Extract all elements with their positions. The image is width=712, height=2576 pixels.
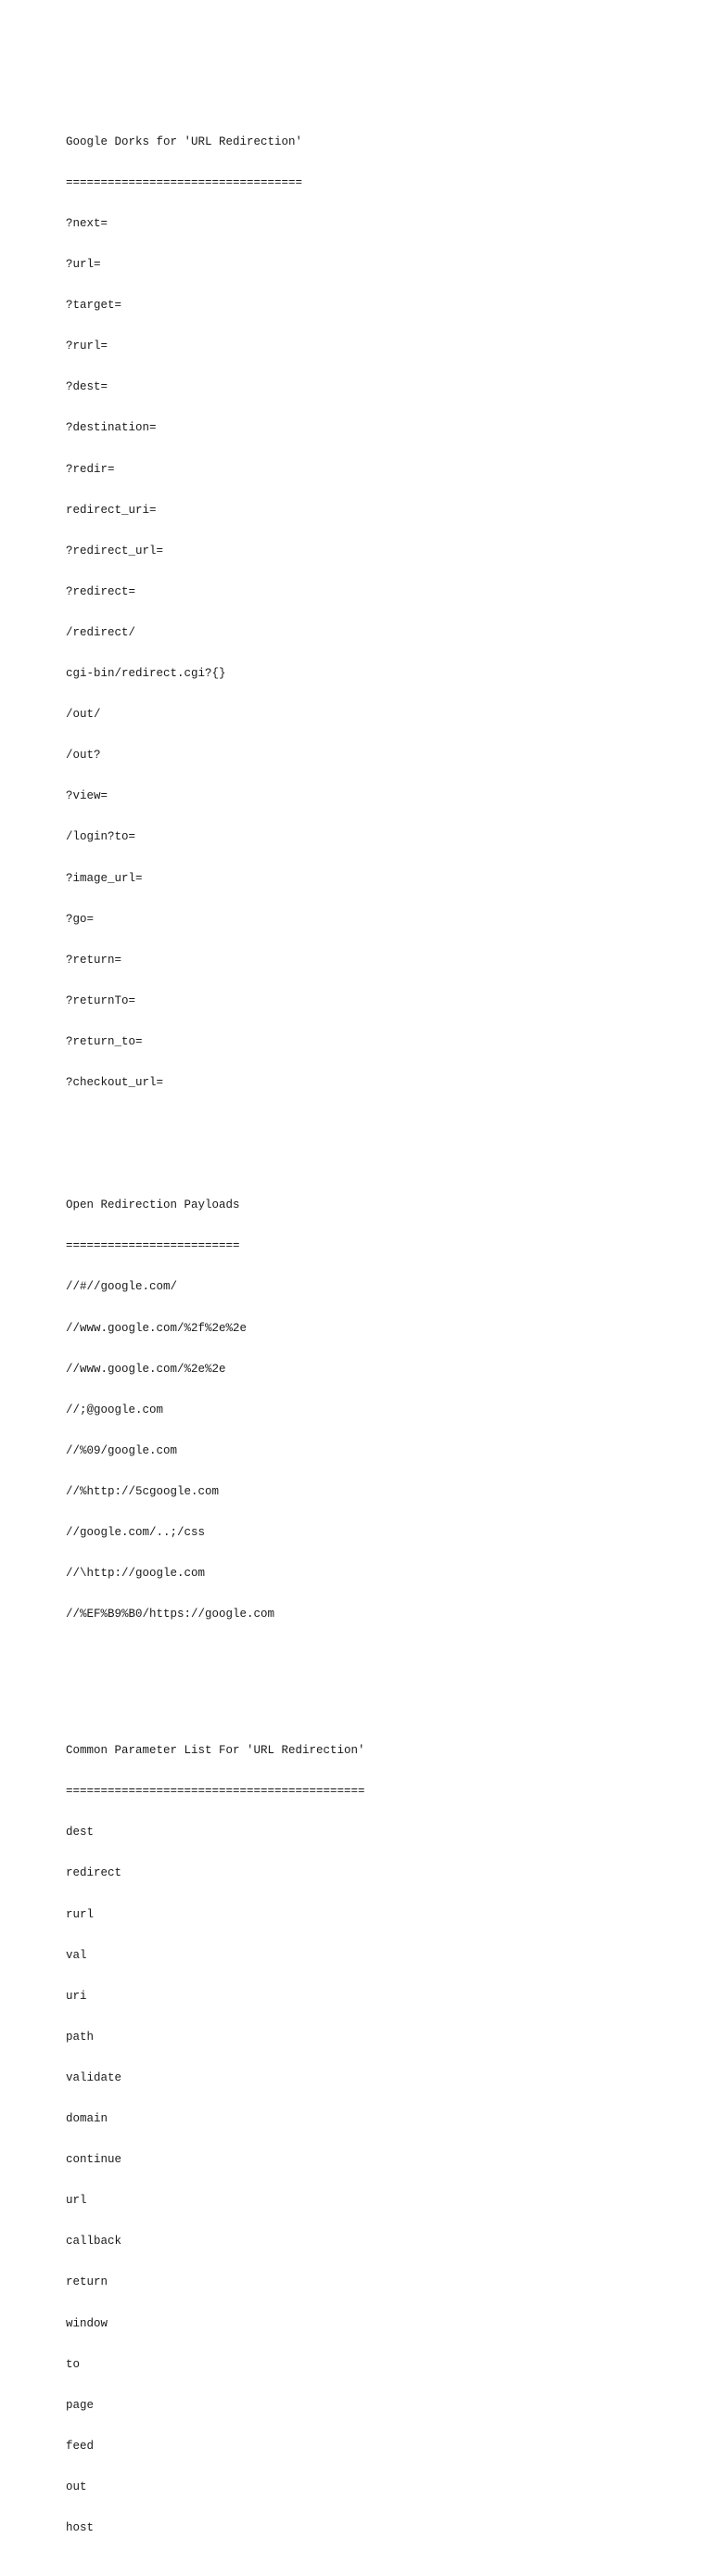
section-title-payloads: Open Redirection Payloads — [66, 1198, 240, 1212]
list-item: //%http://5cgoogle.com — [66, 1484, 220, 1498]
list-item: ?redirect_url= — [66, 544, 164, 557]
list-item: ?image_url= — [66, 871, 143, 885]
list-item: continue — [66, 2153, 122, 2167]
list-item: //\http://google.com — [66, 1567, 206, 1581]
list-item: ?url= — [66, 258, 101, 272]
list-item: ?return_to= — [66, 1034, 143, 1048]
list-item: /redirect/ — [66, 625, 136, 639]
section-underline: ========================= — [66, 1239, 240, 1253]
list-item: host — [66, 2520, 95, 2534]
list-item: validate — [66, 2070, 122, 2084]
list-item: ?view= — [66, 789, 108, 803]
list-item: ?go= — [66, 912, 95, 926]
list-item: cgi-bin/redirect.cgi?{} — [66, 667, 226, 681]
list-item: to — [66, 2357, 81, 2371]
section-title-google-dorks: Google Dorks for 'URL Redirection' — [66, 135, 303, 148]
list-item: ?checkout_url= — [66, 1075, 164, 1089]
list-item: domain — [66, 2112, 108, 2126]
list-item: ?redirect= — [66, 584, 136, 598]
list-item: dest — [66, 1826, 95, 1839]
section-underline: =========================================== — [66, 1785, 365, 1799]
section-spacer — [66, 1662, 365, 1689]
list-item: //www.google.com/%2e%2e — [66, 1362, 226, 1376]
list-item: ?target= — [66, 299, 122, 313]
list-item: ?rurl= — [66, 340, 108, 353]
list-item: out — [66, 2480, 87, 2493]
list-item: ?return= — [66, 953, 122, 967]
list-item: /out? — [66, 749, 101, 763]
list-item: page — [66, 2398, 95, 2412]
list-item: redirect — [66, 1866, 122, 1880]
section-underline: ================================== — [66, 175, 303, 189]
list-item: callback — [66, 2235, 122, 2249]
list-item: window — [66, 2316, 108, 2330]
list-item: feed — [66, 2439, 95, 2453]
list-item: url — [66, 2194, 87, 2208]
section-spacer — [66, 1131, 365, 1145]
list-item: //#//google.com/ — [66, 1280, 178, 1294]
list-item: //;@google.com — [66, 1403, 164, 1416]
list-item: /login?to= — [66, 830, 136, 844]
list-item: ?redir= — [66, 462, 115, 476]
list-item: ?next= — [66, 217, 108, 230]
list-item: path — [66, 2030, 95, 2044]
list-item: rurl — [66, 1907, 95, 1921]
list-item: /out/ — [66, 708, 101, 722]
document-text — [66, 81, 365, 2576]
list-item: ?dest= — [66, 380, 108, 394]
list-item: //%09/google.com — [66, 1443, 178, 1457]
list-item: ?destination= — [66, 421, 157, 435]
list-item: //%EF%B9%B0/https://google.com — [66, 1608, 275, 1621]
list-item: //google.com/..;/css — [66, 1526, 206, 1540]
list-item: uri — [66, 1989, 87, 2003]
section-title-parameters: Common Parameter List For 'URL Redirection' — [66, 1744, 365, 1758]
list-item: //www.google.com/%2f%2e%2e — [66, 1321, 248, 1335]
list-item: redirect_uri= — [66, 503, 157, 517]
list-item: ?returnTo= — [66, 993, 136, 1007]
list-item: return — [66, 2275, 108, 2289]
list-item: val — [66, 1948, 87, 1962]
